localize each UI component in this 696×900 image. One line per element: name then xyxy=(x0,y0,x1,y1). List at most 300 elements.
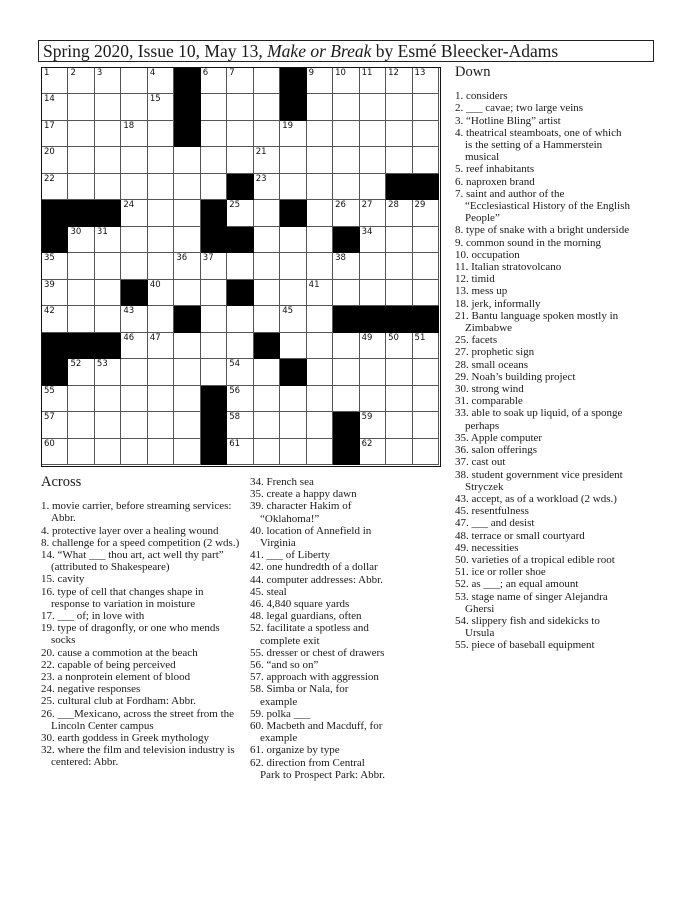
grid-cell[interactable] xyxy=(68,386,94,412)
grid-cell[interactable] xyxy=(201,306,227,332)
grid-cell[interactable] xyxy=(227,253,253,279)
clue-item: 3. “Hotline Bling” artist xyxy=(455,114,561,127)
grid-cell[interactable] xyxy=(68,94,94,120)
grid-cell[interactable] xyxy=(333,359,359,385)
grid-cell[interactable] xyxy=(386,121,412,147)
grid-cell[interactable] xyxy=(148,253,174,279)
grid-cell[interactable] xyxy=(68,147,94,173)
grid-cell[interactable] xyxy=(121,227,147,253)
grid-cell[interactable] xyxy=(386,412,412,438)
grid-cell[interactable] xyxy=(121,253,147,279)
clue-item: 56. “and so on” xyxy=(250,659,319,672)
cell-number: 34 xyxy=(361,226,373,237)
grid-cell[interactable] xyxy=(174,280,200,306)
grid-cell[interactable] xyxy=(95,94,121,120)
crossword-grid xyxy=(41,67,441,467)
cell-number: 37 xyxy=(202,253,214,264)
grid-cell[interactable] xyxy=(42,121,68,147)
grid-cell[interactable] xyxy=(333,200,359,226)
grid-cell[interactable] xyxy=(280,121,306,147)
grid-cell[interactable] xyxy=(386,200,412,226)
grid-cell[interactable] xyxy=(201,359,227,385)
cell-number: 50 xyxy=(388,332,399,343)
grid-cell[interactable] xyxy=(148,227,174,253)
clue-item: 4. protective layer over a healing wound xyxy=(41,524,219,537)
clue-item: 36. salon offerings xyxy=(455,444,537,457)
title-prefix: Spring 2020, Issue 10, May 13, xyxy=(43,41,268,61)
clue-item: 8. challenge for a speed competition (2 wds.) xyxy=(41,536,240,549)
grid-cell-block xyxy=(227,227,253,253)
cell-number: 59 xyxy=(361,412,373,423)
grid-cell[interactable] xyxy=(148,386,174,412)
grid-cell[interactable] xyxy=(42,147,68,173)
grid-cell[interactable] xyxy=(413,121,439,147)
grid-cell-block xyxy=(280,200,306,226)
clue-item: 13. mess up xyxy=(455,285,508,298)
grid-cell[interactable] xyxy=(307,147,333,173)
grid-cell-block xyxy=(333,227,359,253)
grid-cell[interactable] xyxy=(413,359,439,385)
grid-cell[interactable] xyxy=(121,306,147,332)
cell-number: 7 xyxy=(229,68,235,78)
clue-item: 21. Bantu language spoken mostly in Zimbabwe xyxy=(455,309,619,335)
grid-cell[interactable] xyxy=(42,306,68,332)
grid-cell[interactable] xyxy=(360,68,386,94)
clue-item: 8. type of snake with a bright underside xyxy=(455,224,630,237)
grid-cell[interactable] xyxy=(95,359,121,385)
grid-cell[interactable] xyxy=(386,333,412,359)
grid-cell[interactable] xyxy=(307,174,333,200)
cell-number: 39 xyxy=(44,279,55,290)
cell-number: 51 xyxy=(414,332,426,343)
cell-number: 53 xyxy=(96,359,108,370)
grid-cell[interactable] xyxy=(280,306,306,332)
clue-item: 15. cavity xyxy=(41,573,85,586)
grid-cell[interactable] xyxy=(68,68,94,94)
grid-cell[interactable] xyxy=(360,200,386,226)
grid-cell[interactable] xyxy=(95,280,121,306)
clue-item: 23. a nonprotein element of blood xyxy=(41,671,191,684)
grid-cell[interactable] xyxy=(413,68,439,94)
grid-cell[interactable] xyxy=(95,68,121,94)
clue-item: 57. approach with aggression xyxy=(250,671,379,684)
grid-cell[interactable] xyxy=(307,333,333,359)
grid-cell[interactable] xyxy=(360,121,386,147)
grid-cell[interactable] xyxy=(413,94,439,120)
grid-cell[interactable] xyxy=(121,439,147,465)
clue-item: 27. prophetic sign xyxy=(455,346,535,359)
clue-item: 48. legal guardians, often xyxy=(250,610,362,623)
grid-cell[interactable] xyxy=(307,253,333,279)
clue-item: 33. able to soak up liquid, of a sponge perhaps xyxy=(455,407,623,432)
grid-cell[interactable] xyxy=(174,439,200,465)
clue-item: 52. facilitate a spotless and complete exit xyxy=(250,622,369,647)
grid-cell[interactable] xyxy=(280,439,306,465)
grid-cell[interactable] xyxy=(68,306,94,332)
clue-item: 50. varieties of a tropical edible root xyxy=(455,553,615,566)
clue-item: 17. ___ of; in love with xyxy=(41,610,145,623)
grid-cell[interactable] xyxy=(174,359,200,385)
grid-cell-block xyxy=(174,306,200,332)
grid-cell[interactable] xyxy=(360,386,386,412)
grid-cell[interactable] xyxy=(413,412,439,438)
cell-number: 22 xyxy=(44,173,55,184)
clue-item: 58. Simba or Nala, for example xyxy=(250,683,349,708)
grid-cell[interactable] xyxy=(68,439,94,465)
grid-cell[interactable] xyxy=(121,200,147,226)
grid-cell[interactable] xyxy=(95,386,121,412)
grid-cell[interactable] xyxy=(386,227,412,253)
grid-cell[interactable] xyxy=(413,253,439,279)
grid-cell[interactable] xyxy=(95,174,121,200)
grid-cell[interactable] xyxy=(121,121,147,147)
grid-cell[interactable] xyxy=(95,439,121,465)
grid-cell[interactable] xyxy=(95,121,121,147)
grid-cell[interactable] xyxy=(280,147,306,173)
clue-item: 19. type of dragonfly, or one who mends socks xyxy=(41,622,220,647)
clue-item: 38. student government vice president Stryczek xyxy=(455,468,623,493)
cell-number: 30 xyxy=(70,226,82,237)
cell-number: 21 xyxy=(255,147,267,158)
grid-cell[interactable] xyxy=(68,412,94,438)
grid-cell[interactable] xyxy=(254,227,280,253)
grid-cell[interactable] xyxy=(174,174,200,200)
clue-item: 24. negative responses xyxy=(41,683,141,696)
cell-number: 60 xyxy=(44,438,55,449)
grid-cell[interactable] xyxy=(227,200,253,226)
grid-cell[interactable] xyxy=(227,94,253,120)
cell-number: 18 xyxy=(123,120,135,131)
grid-cell-block xyxy=(201,200,227,226)
grid-cell[interactable] xyxy=(174,147,200,173)
grid-cell[interactable] xyxy=(148,200,174,226)
grid-cell[interactable] xyxy=(254,121,280,147)
grid-cell[interactable] xyxy=(174,386,200,412)
clue-item: 48. terrace or small courtyard xyxy=(455,529,585,542)
grid-cell[interactable] xyxy=(413,227,439,253)
grid-cell[interactable] xyxy=(201,94,227,120)
cell-number: 36 xyxy=(176,253,188,264)
grid-cell[interactable] xyxy=(227,412,253,438)
clue-item: 37. cast out xyxy=(455,456,506,469)
cell-number: 15 xyxy=(149,94,161,105)
grid-cell[interactable] xyxy=(386,68,412,94)
cell-number: 58 xyxy=(229,412,241,423)
clue-item: 44. computer addresses: Abbr. xyxy=(250,573,383,586)
grid-cell[interactable] xyxy=(360,333,386,359)
grid-cell[interactable] xyxy=(307,386,333,412)
grid-cell[interactable] xyxy=(121,174,147,200)
grid-cell[interactable] xyxy=(227,439,253,465)
cell-number: 38 xyxy=(335,253,346,264)
grid-cell[interactable] xyxy=(68,121,94,147)
grid-cell[interactable] xyxy=(360,359,386,385)
clue-item: 20. cause a commotion at the beach xyxy=(41,646,198,659)
grid-cell[interactable] xyxy=(254,200,280,226)
grid-cell[interactable] xyxy=(227,147,253,173)
grid-cell[interactable] xyxy=(333,94,359,120)
grid-cell[interactable] xyxy=(42,386,68,412)
grid-cell-block xyxy=(386,174,412,200)
grid-cell[interactable] xyxy=(201,280,227,306)
clue-item: 12. timid xyxy=(455,273,495,286)
grid-cell[interactable] xyxy=(413,280,439,306)
across-clue-list-2 xyxy=(250,476,385,781)
grid-cell[interactable] xyxy=(360,94,386,120)
grid-cell[interactable] xyxy=(121,94,147,120)
clue-item: 9. common sound in the morning xyxy=(455,236,602,249)
grid-cell[interactable] xyxy=(280,253,306,279)
cell-number: 40 xyxy=(149,279,161,290)
grid-cell[interactable] xyxy=(201,174,227,200)
grid-cell[interactable] xyxy=(413,386,439,412)
across-clues-column-2 xyxy=(250,476,385,781)
clue-item: 30. earth goddess in Greek mythology xyxy=(41,732,210,745)
grid-cell[interactable] xyxy=(386,94,412,120)
grid-cell[interactable] xyxy=(333,280,359,306)
grid-cell[interactable] xyxy=(386,253,412,279)
clue-item: 26. ___Mexicano, across the street from the Lincoln Center campus xyxy=(41,707,235,732)
grid-cell[interactable] xyxy=(148,280,174,306)
grid-cell[interactable] xyxy=(121,386,147,412)
clue-item: 43. accept, as of a workload (2 wds.) xyxy=(455,492,617,505)
cell-number: 61 xyxy=(229,438,241,449)
cell-number: 1 xyxy=(44,68,50,78)
cell-number: 41 xyxy=(308,279,320,290)
grid-cell[interactable] xyxy=(148,439,174,465)
grid-cell[interactable] xyxy=(360,253,386,279)
clue-item: 51. ice or roller shoe xyxy=(455,566,546,579)
grid-cell[interactable] xyxy=(121,359,147,385)
grid-cell[interactable] xyxy=(174,333,200,359)
grid-cell[interactable] xyxy=(42,280,68,306)
grid-cell[interactable] xyxy=(254,439,280,465)
grid-cell[interactable] xyxy=(254,147,280,173)
cell-number: 29 xyxy=(414,200,426,211)
grid-cell[interactable] xyxy=(413,333,439,359)
grid-cell[interactable] xyxy=(68,174,94,200)
cell-number: 4 xyxy=(149,68,156,78)
grid-cell[interactable] xyxy=(95,147,121,173)
cell-number: 54 xyxy=(229,359,241,370)
grid-cell[interactable] xyxy=(201,121,227,147)
grid-cell[interactable] xyxy=(42,412,68,438)
grid-cell[interactable] xyxy=(227,359,253,385)
grid-cell[interactable] xyxy=(174,253,200,279)
grid-cell[interactable] xyxy=(174,227,200,253)
clue-item: 29. Noah’s building project xyxy=(455,370,576,383)
grid-cell[interactable] xyxy=(42,68,68,94)
grid-cell[interactable] xyxy=(360,412,386,438)
grid-cell[interactable] xyxy=(121,412,147,438)
grid-cell-block xyxy=(121,280,147,306)
grid-cell[interactable] xyxy=(121,333,147,359)
cell-number: 20 xyxy=(44,147,55,158)
grid-cell[interactable] xyxy=(280,174,306,200)
grid-cell[interactable] xyxy=(201,253,227,279)
clue-item: 59. polka ___ xyxy=(250,707,311,720)
cell-number: 10 xyxy=(335,68,346,78)
clue-item: 62. direction from Central Park to Prospect Park: Abbr. xyxy=(250,756,385,781)
grid-cell-block xyxy=(174,94,200,120)
grid-cell[interactable] xyxy=(42,253,68,279)
clue-item: 2. ___ cavae; two large veins xyxy=(455,102,584,115)
grid-cell[interactable] xyxy=(121,147,147,173)
grid-cell[interactable] xyxy=(68,227,94,253)
grid-cell[interactable] xyxy=(174,200,200,226)
grid-cell[interactable] xyxy=(95,306,121,332)
clue-item: 35. create a happy dawn xyxy=(250,488,357,501)
grid-cell[interactable] xyxy=(307,200,333,226)
grid-cell[interactable] xyxy=(148,68,174,94)
grid-cell[interactable] xyxy=(254,412,280,438)
grid-cell[interactable] xyxy=(148,333,174,359)
grid-cell[interactable] xyxy=(307,412,333,438)
clue-item: 40. location of Annefield in Virginia xyxy=(250,524,372,550)
grid-cell[interactable] xyxy=(148,121,174,147)
grid-cell[interactable] xyxy=(307,121,333,147)
grid-cell[interactable] xyxy=(148,306,174,332)
grid-cell-block xyxy=(68,333,94,359)
grid-cell-block xyxy=(201,412,227,438)
grid-cell[interactable] xyxy=(227,68,253,94)
grid-cell[interactable] xyxy=(42,439,68,465)
grid-cell[interactable] xyxy=(148,359,174,385)
clue-item: 31. comparable xyxy=(455,395,523,408)
grid-cell[interactable] xyxy=(254,386,280,412)
grid-cell[interactable] xyxy=(227,386,253,412)
grid-cell[interactable] xyxy=(95,227,121,253)
grid-cell[interactable] xyxy=(360,439,386,465)
grid-cell[interactable] xyxy=(307,306,333,332)
cell-number: 25 xyxy=(229,200,241,211)
grid-cell[interactable] xyxy=(333,386,359,412)
grid-cell[interactable] xyxy=(386,439,412,465)
grid-cell[interactable] xyxy=(254,253,280,279)
grid-cell[interactable] xyxy=(254,359,280,385)
grid-cell[interactable] xyxy=(42,94,68,120)
grid-cell-block xyxy=(174,121,200,147)
grid-cell-block xyxy=(360,306,386,332)
grid-cell[interactable] xyxy=(148,94,174,120)
grid-cell[interactable] xyxy=(42,174,68,200)
grid-cell[interactable] xyxy=(68,359,94,385)
down-heading: Down xyxy=(455,64,491,80)
grid-cell-block xyxy=(227,174,253,200)
grid-cell[interactable] xyxy=(201,147,227,173)
grid-cell[interactable] xyxy=(307,280,333,306)
grid-cell-block xyxy=(201,227,227,253)
clue-item: 45. resentfulness xyxy=(455,505,529,518)
grid-cell[interactable] xyxy=(148,174,174,200)
grid-cell[interactable] xyxy=(280,227,306,253)
clue-item: 49. necessities xyxy=(455,541,519,554)
grid-cell[interactable] xyxy=(201,333,227,359)
grid-cell[interactable] xyxy=(174,412,200,438)
grid-cell[interactable] xyxy=(386,280,412,306)
grid-cell[interactable] xyxy=(95,253,121,279)
grid-cell[interactable] xyxy=(280,412,306,438)
grid-cell[interactable] xyxy=(307,359,333,385)
grid-cell[interactable] xyxy=(254,306,280,332)
grid-cell[interactable] xyxy=(307,227,333,253)
grid-cell-block xyxy=(280,359,306,385)
cell-number: 57 xyxy=(44,412,55,423)
grid-cell[interactable] xyxy=(333,333,359,359)
grid-cell[interactable] xyxy=(254,280,280,306)
grid-cell[interactable] xyxy=(360,227,386,253)
clue-item: 41. ___ of Liberty xyxy=(250,549,331,562)
clue-item: 60. Macbeth and Macduff, for example xyxy=(250,720,383,745)
grid-cell[interactable] xyxy=(360,147,386,173)
grid-cell[interactable] xyxy=(280,386,306,412)
grid-cell[interactable] xyxy=(227,121,253,147)
cell-number: 3 xyxy=(96,68,103,78)
grid-cell[interactable] xyxy=(227,333,253,359)
cell-number: 47 xyxy=(149,332,161,343)
grid-cell[interactable] xyxy=(68,280,94,306)
grid-cell[interactable] xyxy=(201,68,227,94)
grid-cell[interactable] xyxy=(307,68,333,94)
clue-item: 47. ___ and desist xyxy=(455,517,535,530)
cell-number: 24 xyxy=(123,200,135,211)
grid-cell[interactable] xyxy=(254,94,280,120)
clue-item: 14. “What ___ thou art, act well thy part” (attributed to Shakespeare) xyxy=(41,549,224,574)
grid-cell[interactable] xyxy=(254,68,280,94)
grid-cell-block xyxy=(280,94,306,120)
grid-cell[interactable] xyxy=(333,253,359,279)
cell-number: 17 xyxy=(44,120,55,131)
grid-cell[interactable] xyxy=(148,412,174,438)
cell-number: 14 xyxy=(44,94,55,105)
clue-item: 5. reef inhabitants xyxy=(455,163,535,176)
grid-cell[interactable] xyxy=(307,94,333,120)
grid-cell[interactable] xyxy=(95,412,121,438)
grid-cell[interactable] xyxy=(254,174,280,200)
grid-cell[interactable] xyxy=(333,147,359,173)
cell-number: 23 xyxy=(255,173,267,184)
grid-cell[interactable] xyxy=(360,174,386,200)
grid-cell[interactable] xyxy=(386,147,412,173)
grid-cell[interactable] xyxy=(333,68,359,94)
grid-cell[interactable] xyxy=(148,147,174,173)
cell-number: 45 xyxy=(282,306,294,317)
grid-cell-block xyxy=(333,306,359,332)
title-suffix: by Esmé Bleecker-Adams xyxy=(371,41,559,61)
cell-number: 55 xyxy=(44,385,55,396)
grid-cell[interactable] xyxy=(413,147,439,173)
grid-cell[interactable] xyxy=(121,68,147,94)
cell-number: 49 xyxy=(361,332,373,343)
grid-cell[interactable] xyxy=(227,306,253,332)
grid-cell[interactable] xyxy=(413,200,439,226)
grid-cell[interactable] xyxy=(307,439,333,465)
grid-cell[interactable] xyxy=(360,280,386,306)
grid-cell[interactable] xyxy=(413,439,439,465)
grid-cell[interactable] xyxy=(386,359,412,385)
grid-cell[interactable] xyxy=(68,253,94,279)
grid-cell[interactable] xyxy=(280,280,306,306)
title-italic: Make or Break xyxy=(267,41,372,61)
grid-cell[interactable] xyxy=(333,121,359,147)
grid-cell[interactable] xyxy=(280,333,306,359)
grid-cell[interactable] xyxy=(386,386,412,412)
grid-cell-block xyxy=(174,68,200,94)
clue-item: 61. organize by type xyxy=(250,744,340,757)
puzzle-title xyxy=(38,40,654,62)
clue-item: 46. 4,840 square yards xyxy=(250,598,350,611)
grid-cell[interactable] xyxy=(333,174,359,200)
